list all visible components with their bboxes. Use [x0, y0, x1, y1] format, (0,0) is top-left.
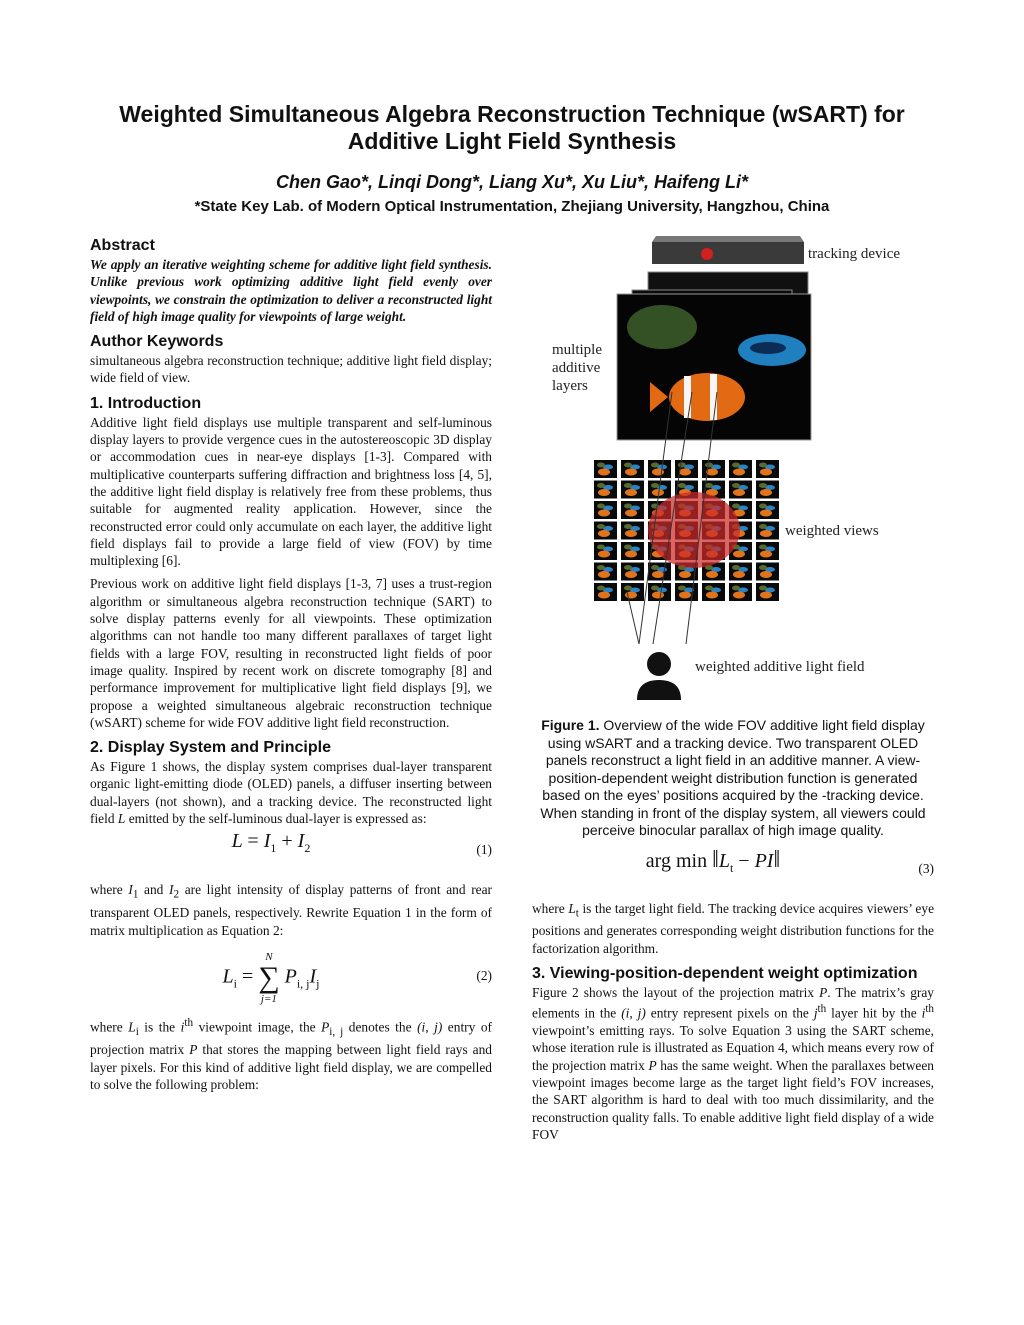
view-thumbnail: [621, 501, 644, 519]
label-weighted-views: weighted views: [785, 523, 879, 539]
abstract-heading: Abstract: [90, 237, 155, 254]
view-thumbnail: [756, 563, 779, 581]
figure-1: [532, 232, 934, 707]
author-list: Chen Gao*, Linqi Dong*, Liang Xu*, Xu Liu*, Haifeng Li*: [275, 172, 748, 192]
view-thumbnail: [621, 542, 644, 560]
keywords-heading: Author Keywords: [90, 333, 224, 351]
label-additive: additive: [552, 360, 601, 376]
view-thumbnail: [702, 583, 725, 601]
view-thumbnail: [621, 563, 644, 581]
paper-title: Weighted Simultaneous Algebra Reconstruction Technique (wSART) for Additive Light Field Synthesis: [119, 101, 905, 154]
weight-highlight: [648, 492, 740, 568]
view-thumbnail: [648, 563, 671, 581]
section3-paragraph-1: Figure 2 shows the layout of the projection matrix P. The matrix’s gray elements in the (i, j) entry represent pixels on the $j^{th}$ layer hit by the $i^{th}$ viewpoint’s emitting rays. To solve Equation 3 using the SART scheme, whose iteration rule is illustrated as Equation 4, which means every row of the projection matrix P has the same weight. When the parallaxes between viewpoint images become large as the target light field’s FOV increases, the SART algorithm is hard to deal with too much dissimilarity, and the reconstruction quality falls. To enable additive light field display of a wide FOV: [532, 985, 935, 1142]
right-column: [532, 717, 934, 1149]
label-weighted-additive-light-field: weighted additive light field: [695, 659, 865, 675]
keywords-text: simultaneous algebra reconstruction technique; additive light field display; wide field of view.: [90, 353, 492, 386]
view-thumbnail: [756, 542, 779, 560]
right-paragraph-1: where $L_t$ is the target light field. The tracking device acquires viewers’ eye positions and generates corresponding weight distribution functions for the factorization algorithm.: [532, 900, 935, 956]
view-thumbnail: [756, 501, 779, 519]
viewer-icon: [637, 652, 681, 700]
view-thumbnail: [621, 522, 644, 540]
view-thumbnail: [648, 583, 671, 601]
abstract-text: We apply an iterative weighting scheme for additive light field synthesis. Unlike previous work optimizing additive light field evenly over viewpoints, we constrain the optimization to deliver a reconstructed light field of high image quality for viewpoints of large weight.: [90, 257, 492, 324]
label-layers: layers: [552, 378, 588, 394]
label-tracking-device: tracking device: [808, 246, 901, 262]
view-thumbnail: [756, 481, 779, 499]
view-thumbnail: [621, 481, 644, 499]
intro-paragraph-1: Additive light field displays use multiple transparent and self-luminous display layers to provide vergence cues in the autostereoscopic 3D display or accommodation cues in near-eye displays [1-3]. Compared with multiplicative counterparts suffering diffraction and brightness loss [4, 5], the additive light field display is relatively free from these problems, thus suitable for augmented reality application. However, since the reconstructed error could only accumulate on each layer, the additive light field displays fail to provide a large field of view (FOV) by time multiplexing [6].: [90, 414, 492, 569]
figure-1-caption: Figure 1. Overview of the wide FOV additive light field display using wSART and a tracking device. Two transparent OLED panels reconstruct a light field in an additive manner. A view-position-dependent weight distribution function is generated based on the eyes’ positions acquired by the -tracking device. When standing in front of the display system, all viewers could perceive binocular parallax of high image quality.: [540, 717, 926, 838]
view-thumbnail: [594, 563, 617, 581]
view-thumbnail: [675, 583, 698, 601]
summation-symbol: N ∑ j=1: [258, 950, 280, 1005]
section2-paragraph-2: where $I_1$ and $I_2$ are light intensity of display patterns of front and rear transparent OLED panels, respectively. Rewrite Equation 1 in the form of matrix multiplication as Equation 2:: [90, 882, 493, 938]
left-column: [90, 236, 492, 1099]
view-thumbnail: [594, 481, 617, 499]
section2-paragraph-1: As Figure 1 shows, the display system comprises dual-layer transparent organic light-emitting diode (OLED) panels, a diffuser inserting between dual-layers (not shown), and a tracking device. The reconstructed light field L emitted by the self-luminous dual-layer is expressed as:: [90, 759, 492, 827]
equation-1: $L = I_1 + I_2$ (1): [231, 830, 492, 858]
view-thumbnail: [648, 460, 671, 478]
view-thumbnail: [675, 460, 698, 478]
equation-3: arg $\min ‖L_t$ − PI‖ (3): [645, 846, 934, 876]
section2-paragraph-3: where $L_i$ is the $i^{th}$ viewpoint image, the $P_{i, j}$ denotes the (i, j) entry of projection matrix P that stores the mapping between light field rays and layer pixels. For this kind of additive light field display, we are compelled to solve the following problem:: [90, 1016, 492, 1092]
intro-paragraph-2: Previous work on additive light field displays [1-3, 7] uses a trust-region algorithm or simultaneous algebra reconstruction technique (SART) to solve display patterns evenly for all viewpoints. These optimization algorithms can not handle too many different parallaxes of target light fields with a large FOV, resulting in reconstructed light fields of poor image quality. Inspired by recent work on discrete tomography [8] and performance improvement for multiplicative light field displays [9], we propose a weighted simultaneous algebraic reconstruction technique (wSART) scheme for wide FOV additive light field reconstruction.: [90, 576, 492, 730]
view-thumbnail: [594, 501, 617, 519]
equation-3-number: (3): [918, 860, 934, 876]
equation-1-number: (1): [476, 842, 492, 858]
figure-1-diagram: [532, 232, 934, 707]
sigma-symbol: Σ: [824, 326, 849, 366]
equation-2: $L_i$ = N ∑ j=1 $P_{i, j}I_j$ (2): [222, 950, 492, 1005]
view-thumbnail: [729, 583, 752, 601]
intro-heading: 1. Introduction: [90, 394, 202, 412]
equation-2-number: (2): [476, 967, 492, 983]
view-thumbnail: [756, 583, 779, 601]
view-thumbnail: [621, 460, 644, 478]
view-thumbnail: [594, 542, 617, 560]
view-thumbnail: [756, 460, 779, 478]
view-thumbnail: [594, 522, 617, 540]
view-thumbnail: [729, 563, 752, 581]
section2-heading: 2. Display System and Principle: [90, 739, 331, 757]
view-thumbnail: [756, 522, 779, 540]
affiliation: *State Key Lab. of Modern Optical Instrumentation, Zhejiang University, Hangzhou, China: [194, 198, 830, 215]
section3-heading: 3. Viewing-position-dependent weight optimization: [532, 965, 918, 983]
label-multiple: multiple: [552, 342, 602, 358]
tracking-device-icon: [652, 236, 804, 264]
view-thumbnail: [729, 481, 752, 499]
view-thumbnail: [702, 460, 725, 478]
view-thumbnail: [729, 460, 752, 478]
view-thumbnail: [594, 583, 617, 601]
view-thumbnail: [594, 460, 617, 478]
view-thumbnail: [621, 583, 644, 601]
